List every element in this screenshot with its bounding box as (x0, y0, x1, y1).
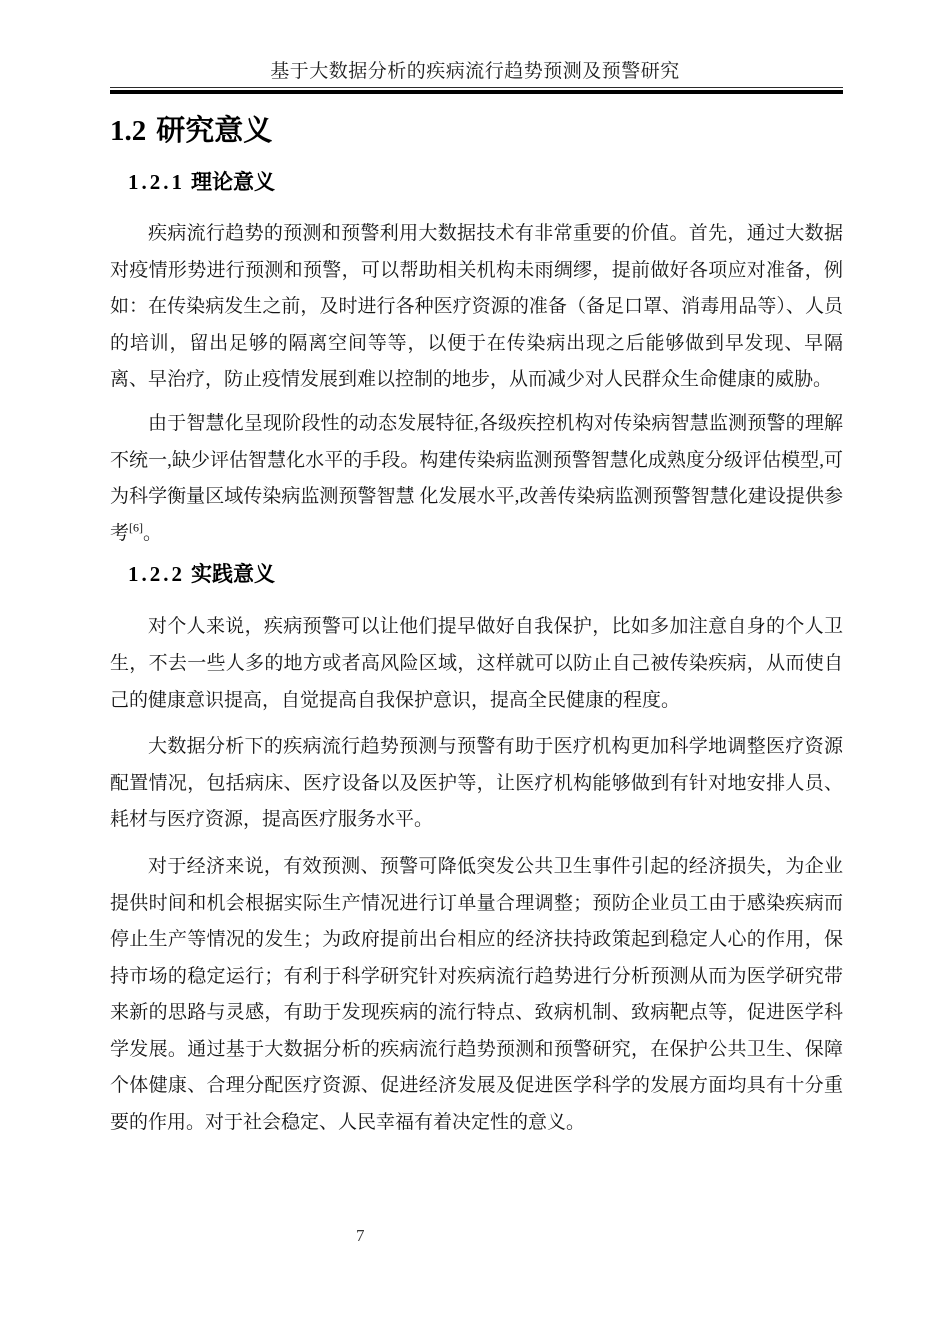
paragraph-text-tail: 。 (143, 522, 163, 544)
text-column (110, 0, 843, 1142)
body-paragraph (110, 729, 843, 839)
body-paragraph (110, 406, 843, 552)
section-number: 1.2 (110, 115, 147, 147)
section-title: 研究意义 (156, 115, 273, 147)
body-paragraph (110, 216, 843, 399)
subsection-heading-theory (128, 170, 843, 195)
paragraph-text: 对于经济来说，有效预测、预警可降低突发公共卫生事件引起的经济损失，为企业提供时间和机会根据实际生产情况进行订单量合理调整；预防企业员工由于感染疾病而停止生产等情况的发生；为政府提前出台相应的经济扶持政策起到稳定人心的作用，保持市场的稳定运行；有利于科学研究针对疾病流行趋势进行分析预测从而为医学研究带来新的思路与灵感，有助于发现疾病的流行特点、致病机制、致病靶点等，促进医学科学发展。通过基于大数据分析的疾病流行趋势预测和预警研究，在保护公共卫生、保障个体健康、合理分配医疗资源、促进经济发展及促进医学科学的发展方面均具有十分重要的作用。对于社会稳定、人民幸福有着决定性的意义。 (110, 855, 843, 1134)
paragraph-text: 对个人来说，疾病预警可以让他们提早做好自我保护，比如多加注意自身的个人卫生，不去一些人多的地方或者高风险区域，这样就可以防止自己被传染疾病，从而使自己的健康意识提高，自觉提高自我保护意识，提高全民健康的程度。 (110, 616, 843, 711)
subsection-title: 实践意义 (191, 563, 275, 587)
body-paragraph (110, 849, 843, 1142)
paragraph-text: 由于智慧化呈现阶段性的动态发展特征,各级疾控机构对传染病智慧监测预警的理解不统一,缺少评估智慧化水平的手段。构建传染病监测预警智慧化成熟度分级评估模型,可为科学衡量区域传染病监测预警智慧 化发展水平,改善传染病监测预警智慧化建设提供参考 (110, 412, 843, 544)
page-number: 7 (356, 1226, 365, 1245)
paragraph-text: 大数据分析下的疾病流行趋势预测与预警有助于医疗机构更加科学地调整医疗资源配置情况，包括病床、医疗设备以及医护等，让医疗机构能够做到有针对地安排人员、耗材与医疗资源，提高医疗服务水平。 (110, 736, 843, 831)
running-title: 基于大数据分析的疾病流行趋势预测及预警研究 (270, 61, 680, 82)
paragraph-text: 疾病流行趋势的预测和预警利用大数据技术有非常重要的价值。首先，通过大数据对疫情形势进行预测和预警，可以帮助相关机构未雨绸缪，提前做好各项应对准备，例如：在传染病发生之前，及时进行各种医疗资源的准备（备足口罩、消毒用品等）、人员的培训，留出足够的隔离空间等等，以便于在传染病出现之后能够做到早发现、早隔离、早治疗，防止疫情发展到难以控制的地步，从而减少对人民群众生命健康的威胁。 (110, 223, 843, 391)
subsection-number: 1.2.2 (128, 562, 185, 587)
reference-marker: [6] (129, 520, 144, 535)
body-paragraph (110, 609, 843, 719)
subsection-number: 1.2.1 (128, 170, 185, 194)
section-heading (110, 114, 843, 148)
subsection-heading-practice (128, 562, 843, 587)
subsection-title: 理论意义 (191, 171, 275, 194)
